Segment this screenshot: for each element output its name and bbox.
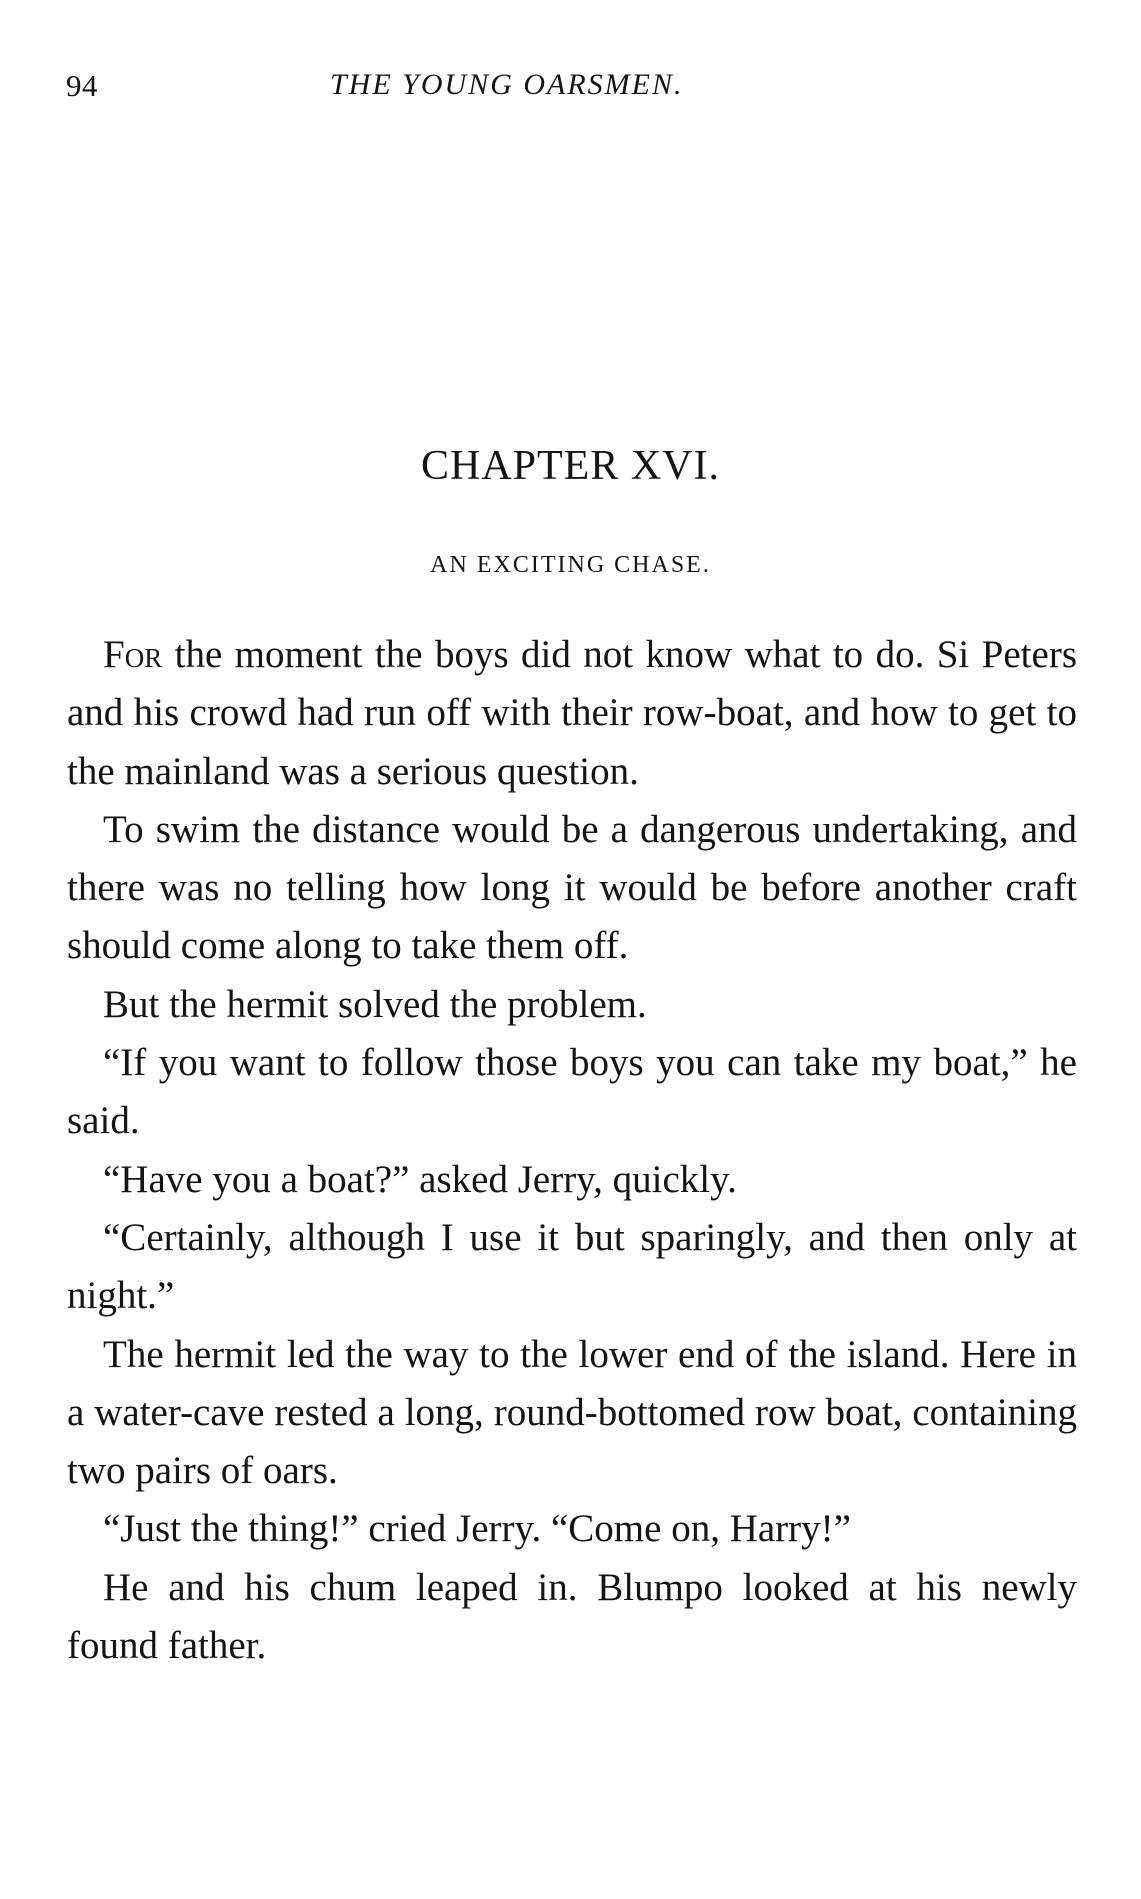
paragraph: He and his chum leaped in. Blumpo looked at his newly found father. bbox=[67, 1565, 1077, 1668]
page-number: 94 bbox=[66, 68, 98, 103]
running-head bbox=[66, 68, 1076, 112]
body-text bbox=[67, 626, 1077, 1675]
paragraph: To swim the distance would be a dangerous undertaking, and there was no telling how long it would be before another craft should come along to take them off. bbox=[67, 807, 1077, 968]
chapter-heading: CHAPTER XVI. bbox=[420, 443, 720, 489]
paragraph bbox=[67, 626, 1077, 801]
paragraph: “Just the thing!” cried Jerry. “Come on, Harry!” bbox=[103, 1507, 851, 1551]
chapter-subtitle: AN EXCITING CHASE. bbox=[430, 552, 711, 578]
opening-word: For bbox=[103, 633, 163, 676]
running-title: THE YOUNG OARSMEN. bbox=[330, 68, 684, 101]
paragraph: But the hermit solved the problem. bbox=[103, 982, 647, 1026]
paragraph-text: the moment the boys did not know what to do. Si Peters and his crowd had run off with their row-boat, and how to get to the mainland was a serious question. bbox=[67, 633, 1077, 793]
paragraph: “If you want to follow those boys you can take my boat,” he said. bbox=[67, 1041, 1077, 1143]
paragraph: “Have you a boat?” asked Jerry, quickly. bbox=[103, 1157, 737, 1201]
paragraph: “Certainly, although I use it but sparingly, and then only at night.” bbox=[67, 1215, 1077, 1318]
paragraph: The hermit led the way to the lower end of the island. Here in a water-cave rested a long, round-bottomed row boat, containing two pairs of oars. bbox=[67, 1332, 1077, 1493]
